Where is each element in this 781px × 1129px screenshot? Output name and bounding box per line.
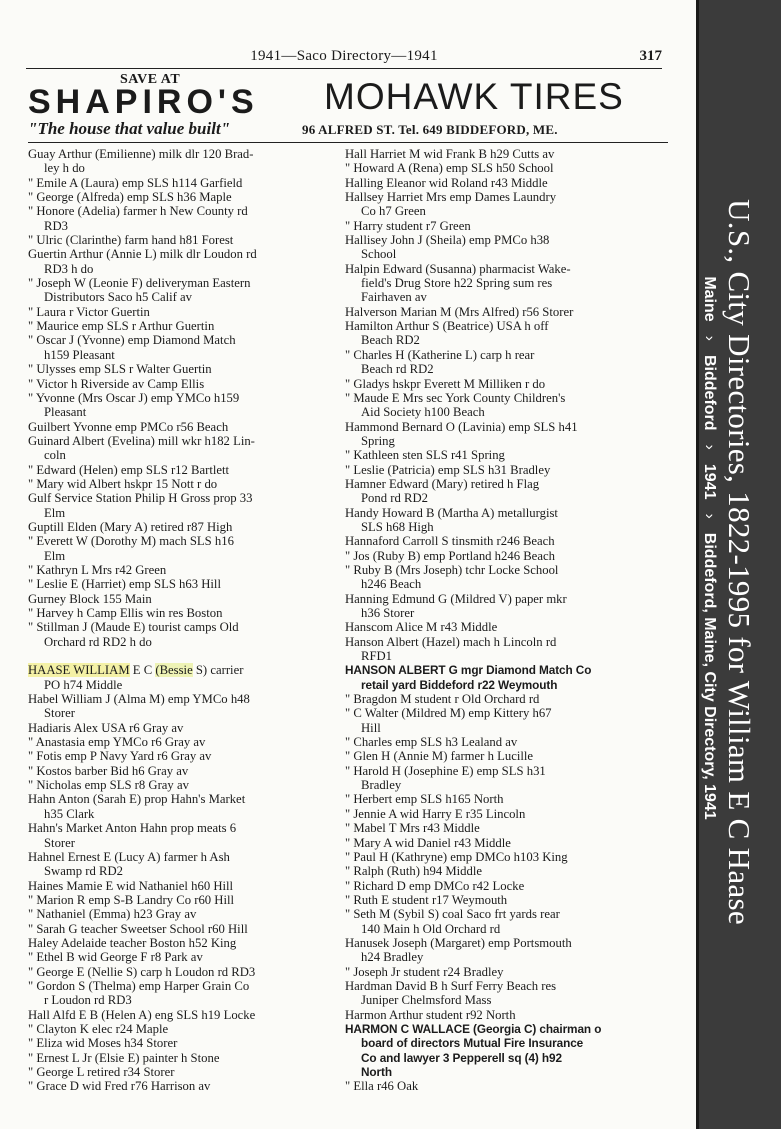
directory-entry-line: HANSON ALBERT G mgr Diamond Match Co — [345, 663, 592, 678]
directory-entry-line: Beach rd RD2 — [361, 362, 434, 377]
breadcrumb-item[interactable]: Biddeford — [701, 354, 718, 431]
directory-entry-line: North — [361, 1065, 392, 1079]
highlighted-rest: S) carrier — [192, 663, 244, 678]
sidebar-divider — [696, 0, 699, 1129]
directory-entry-line: " Kostos barber Bid h6 Gray av — [28, 763, 189, 778]
directory-entry-line: " Ernest L Jr (Elsie E) painter h Stone — [28, 1050, 220, 1065]
directory-entry-line: Elm — [44, 505, 66, 520]
directory-entry-line: " Mary wid Albert hskpr 15 Nott r do — [28, 476, 218, 491]
directory-entry-line: " Victor h Riverside av Camp Ellis — [28, 376, 205, 391]
directory-entry-line: Halpin Edward (Susanna) pharmacist Wake- — [345, 261, 571, 276]
directory-entry-line: Hallisey John J (Sheila) emp PMCo h38 — [345, 233, 550, 248]
directory-entry-line: " Joseph W (Leonie F) deliveryman Eastern — [28, 276, 251, 291]
directory-entry-line: " Ruth E student r17 Weymouth — [345, 892, 508, 907]
directory-entry-line: " Maurice emp SLS r Arthur Guertin — [28, 319, 215, 334]
breadcrumb-item[interactable]: Biddeford, Maine, City Directory, 1941 — [701, 532, 718, 820]
directory-entry-line: Guertin Arthur (Annie L) milk dlr Loudon rd — [28, 247, 257, 262]
directory-entry-line: " Stillman J (Maude E) tourist camps Old — [28, 620, 239, 635]
directory-entry-line: Co and lawyer 3 Pepperell sq (4) h92 — [361, 1050, 562, 1065]
directory-entry-line: h35 Clark — [44, 806, 95, 821]
directory-entry-line: " Kathryn L Mrs r42 Green — [28, 562, 167, 577]
directory-entry-line: " Harold H (Josephine E) emp SLS h31 — [345, 763, 546, 778]
breadcrumb-item[interactable]: 1941 — [701, 463, 718, 500]
directory-entry-line: Storer — [44, 706, 76, 721]
right-column — [345, 147, 667, 1094]
directory-entry-line: " Harvey h Camp Ellis win res Boston — [28, 606, 223, 620]
directory-entry-line: Halling Eleanor wid Roland r43 Middle — [345, 175, 548, 190]
directory-entry-line: RD3 h do — [44, 261, 94, 276]
directory-entry-line: " Ruby B (Mrs Joseph) tchr Locke School — [345, 562, 559, 577]
directory-entry-line: " Seth M (Sybil S) coal Saco frt yards rear — [345, 907, 560, 922]
directory-entry-line: " Mary A wid Daniel r43 Middle — [345, 835, 511, 850]
directory-entry-line: " Mabel T Mrs r43 Middle — [345, 821, 480, 836]
directory-entry-line: " Paul H (Kathryne) emp DMCo h103 King — [345, 849, 568, 864]
directory-entry-line: Co h7 Green — [361, 204, 426, 219]
directory-entry-line: " Marion R emp S-B Landry Co r60 Hill — [28, 892, 235, 907]
directory-entry-line: " Harry student r7 Green — [345, 218, 471, 233]
directory-entry-line: " Maude E Mrs sec York County Children's — [345, 390, 566, 405]
directory-entry-line: " Gordon S (Thelma) emp Harper Grain Co — [28, 978, 250, 993]
directory-entry-line: " Ralph (Ruth) h94 Middle — [345, 864, 482, 879]
directory-entry-line: " Howard A (Rena) emp SLS h50 School — [345, 161, 554, 176]
directory-entry-line: " George L retired r34 Storer — [28, 1065, 175, 1079]
breadcrumb — [700, 276, 718, 819]
directory-entry-line: " Charles emp SLS h3 Lealand av — [345, 735, 518, 750]
directory-entry-line: " Sarah G teacher Sweetser School r60 Hill — [28, 921, 248, 936]
directory-entry-line: Elm — [44, 548, 66, 563]
highlighted-spouse: (Bessie — [155, 663, 193, 678]
directory-entry-line: board of directors Mutual Fire Insurance — [361, 1036, 584, 1051]
directory-entry-line: " George (Alfreda) emp SLS h36 Maple — [28, 190, 232, 205]
directory-entry-line: 140 Main h Old Orchard rd — [361, 921, 501, 936]
directory-entry-line: Hamilton Arthur S (Beatrice) USA h off — [345, 319, 549, 334]
highlighted-name: HAASE WILLIAM — [28, 663, 130, 678]
page-number: 317 — [639, 48, 662, 64]
directory-entry-line: Fairhaven av — [361, 290, 427, 305]
directory-entry-line: " Ulysses emp SLS r Walter Guertin — [28, 362, 212, 377]
ad-divider — [28, 142, 668, 143]
directory-entry-line: PO h74 Middle — [44, 677, 123, 692]
directory-entry-line: Orchard rd RD2 h do — [44, 634, 152, 649]
directory-entry-line: Hammond Bernard O (Lavinia) emp SLS h41 — [345, 419, 578, 434]
directory-entry-line: Hill — [361, 720, 381, 735]
directory-entry-line: Gurney Block 155 Main — [28, 591, 152, 606]
directory-entry-line: retail yard Biddeford r22 Weymouth — [361, 677, 558, 692]
directory-entry-line: " Herbert emp SLS h165 North — [345, 792, 504, 807]
directory-entry-line: Haines Mamie E wid Nathaniel h60 Hill — [28, 878, 234, 893]
breadcrumb-separator-icon: › — [701, 335, 718, 341]
directory-entry-line: " Nicholas emp SLS r8 Gray av — [28, 778, 189, 793]
directory-entry-line: Habel William J (Alma M) emp YMCo h48 — [28, 692, 250, 707]
directory-entry-line: " George E (Nellie S) carp h Loudon rd RD3 — [28, 964, 256, 979]
directory-entry-line: " Kathleen sten SLS r41 Spring — [345, 448, 505, 463]
directory-entry-line: RD3 — [44, 218, 68, 233]
directory-entry-line: Halverson Marian M (Mrs Alfred) r56 Storer — [345, 304, 574, 319]
directory-entry-line: " Nathaniel (Emma) h23 Gray av — [28, 907, 197, 922]
breadcrumb-separator-icon: › — [701, 444, 718, 450]
directory-entry-line: Storer — [44, 835, 76, 850]
directory-entry-line: " Richard D emp DMCo r42 Locke — [345, 878, 525, 893]
directory-entry-line: field's Drug Store h22 Spring sum res — [361, 276, 553, 291]
directory-entry-line: Hanusek Joseph (Margaret) emp Portsmouth — [345, 935, 572, 950]
directory-entry-line: Hadiaris Alex USA r6 Gray av — [28, 720, 184, 735]
breadcrumb-separator-icon: › — [701, 513, 718, 519]
directory-entry-line: Distributors Saco h5 Calif av — [44, 290, 193, 305]
record-sidebar — [696, 0, 781, 1129]
directory-entry-line: Hanson Albert (Hazel) mach h Lincoln rd — [345, 634, 557, 649]
directory-entry-line: School — [361, 247, 397, 262]
directory-entry-line: Handy Howard B (Martha A) metallurgist — [345, 505, 558, 520]
directory-entry-line: coln — [44, 448, 66, 463]
directory-entry-line: " Gladys hskpr Everett M Milliken r do — [345, 376, 546, 391]
ad-mohawk-tires: MOHAWK TIRES — [324, 76, 624, 117]
directory-entry-line: " Glen H (Annie M) farmer h Lucille — [345, 749, 534, 764]
directory-entry-line: Guinard Albert (Evelina) mill wkr h182 Lin- — [28, 433, 255, 448]
directory-entry-line: " Edward (Helen) emp SLS r12 Bartlett — [28, 462, 230, 477]
highlighted-entry-haase — [28, 663, 328, 677]
directory-entry-line: Bradley — [361, 778, 402, 793]
directory-entry-line: Hahnel Ernest E (Lucy A) farmer h Ash — [28, 849, 230, 864]
directory-entry-line: " Everett W (Dorothy M) mach SLS h16 — [28, 534, 234, 549]
directory-entry-line: Harmon Arthur student r92 North — [345, 1007, 516, 1022]
directory-entry-line: Hannaford Carroll S tinsmith r246 Beach — [345, 534, 555, 549]
directory-entry-line: " Anastasia emp YMCo r6 Gray av — [28, 735, 206, 750]
directory-entry-line: HARMON C WALLACE (Georgia C) chairman o — [345, 1021, 602, 1036]
directory-entry-line: " Ethel B wid George F r8 Park av — [28, 950, 203, 965]
directory-entry-line: Hardman David B h Surf Ferry Beach res — [345, 978, 557, 993]
directory-entry-line: Guptill Elden (Mary A) retired r87 High — [28, 519, 233, 534]
directory-entry-line: " Jennie A wid Harry E r35 Lincoln — [345, 806, 526, 821]
directory-entry-line: Guilbert Yvonne emp PMCo r56 Beach — [28, 419, 229, 434]
directory-entry-line: Beach RD2 — [361, 333, 420, 348]
ad-tagline: "The house that value built" — [28, 119, 231, 138]
directory-entry-line: Hallsey Harriet Mrs emp Dames Laundry — [345, 190, 557, 205]
directory-entry-line: " Ella r46 Oak — [345, 1079, 419, 1094]
directory-entry-line: " Leslie E (Harriet) emp SLS h63 Hill — [28, 577, 221, 592]
directory-entry-line: Juniper Chelmsford Mass — [361, 993, 492, 1008]
directory-entry-line: " Grace D wid Fred r76 Harrison av — [28, 1079, 211, 1094]
breadcrumb-item[interactable]: Maine — [701, 276, 718, 322]
directory-entry-line: " Yvonne (Mrs Oscar J) emp YMCo h159 — [28, 390, 240, 405]
directory-entry-line: Swamp rd RD2 — [44, 864, 123, 879]
directory-entry-line: Aid Society h100 Beach — [361, 405, 485, 420]
directory-entry-line: h24 Bradley — [361, 950, 424, 965]
directory-entry-line: Hamner Edward (Mary) retired h Flag — [345, 476, 540, 491]
directory-entry-line: Hall Alfd E B (Helen A) eng SLS h19 Locke — [28, 1007, 256, 1022]
ad-address: 96 ALFRED ST. Tel. 649 BIDDEFORD, ME. — [302, 122, 558, 137]
left-column — [28, 147, 328, 1094]
directory-entry-line: Hanning Edmund G (Mildred V) paper mkr — [345, 591, 567, 606]
directory-entry-line: " Charles H (Katherine L) carp h rear — [345, 347, 535, 362]
ad-shapiros: SHAPIRO'S — [28, 83, 259, 121]
directory-entry-line: SLS h68 High — [361, 519, 434, 534]
directory-entry-line: Pleasant — [44, 405, 87, 420]
directory-entry-line: Hahn Anton (Sarah E) prop Hahn's Market — [28, 792, 246, 807]
directory-entry-line: " Jos (Ruby B) emp Portland h246 Beach — [345, 548, 555, 563]
directory-entry-line: " Leslie (Patricia) emp SLS h31 Bradley — [345, 462, 551, 477]
shapiros-advertisement — [28, 72, 668, 142]
directory-entry-line: " Eliza wid Moses h34 Storer — [28, 1036, 178, 1051]
directory-entry-line: h246 Beach — [361, 577, 422, 592]
directory-entry-line: h159 Pleasant — [44, 347, 115, 362]
ad-save-at: SAVE AT — [120, 72, 181, 87]
directory-entry-line: " Honore (Adelia) farmer h New County rd — [28, 204, 248, 219]
directory-entry-line: " Emile A (Laura) emp SLS h114 Garfield — [28, 175, 243, 190]
directory-entry-line: Gulf Service Station Philip H Gross prop 33 — [28, 491, 253, 506]
directory-entry-line: ley h do — [44, 161, 85, 176]
directory-entry-line: " Joseph Jr student r24 Bradley — [345, 964, 504, 979]
highlighted-initials: E C — [129, 663, 156, 678]
directory-entry-line: " Fotis emp P Navy Yard r6 Gray av — [28, 749, 212, 764]
directory-entry-line: Hahn's Market Anton Hahn prop meats 6 — [28, 821, 237, 836]
directory-entry-line: " Laura r Victor Guertin — [28, 304, 150, 319]
record-title: U.S., City Directories, 1822-1995 for William E C Haase — [721, 199, 757, 925]
directory-entry-line: " C Walter (Mildred M) emp Kittery h67 — [345, 706, 552, 721]
page-header — [26, 46, 662, 69]
directory-entry-line: Hanscom Alice M r43 Middle — [345, 620, 498, 635]
directory-entry-line: " Bragdon M student r Old Orchard rd — [345, 692, 540, 707]
directory-entry-line: " Ulric (Clarinthe) farm hand h81 Forest — [28, 233, 234, 248]
directory-entry-line: Pond rd RD2 — [361, 491, 428, 506]
page-header-title: 1941—Saco Directory—1941 — [250, 48, 438, 64]
directory-entry-line: " Oscar J (Yvonne) emp Diamond Match — [28, 333, 236, 348]
directory-entry-line: h36 Storer — [361, 606, 415, 620]
directory-entry-line: Spring — [361, 433, 395, 448]
directory-entry-line: RFD1 — [361, 649, 393, 664]
directory-entry-line: Guay Arthur (Emilienne) milk dlr 120 Brad- — [28, 147, 254, 161]
directory-entry-line: r Loudon rd RD3 — [44, 993, 132, 1008]
directory-entry-line: Hall Harriet M wid Frank B h29 Cutts av — [345, 147, 555, 161]
directory-entry-line — [28, 649, 328, 663]
directory-entry-line: " Clayton K elec r24 Maple — [28, 1021, 169, 1036]
directory-entry-line: Haley Adelaide teacher Boston h52 King — [28, 935, 237, 950]
